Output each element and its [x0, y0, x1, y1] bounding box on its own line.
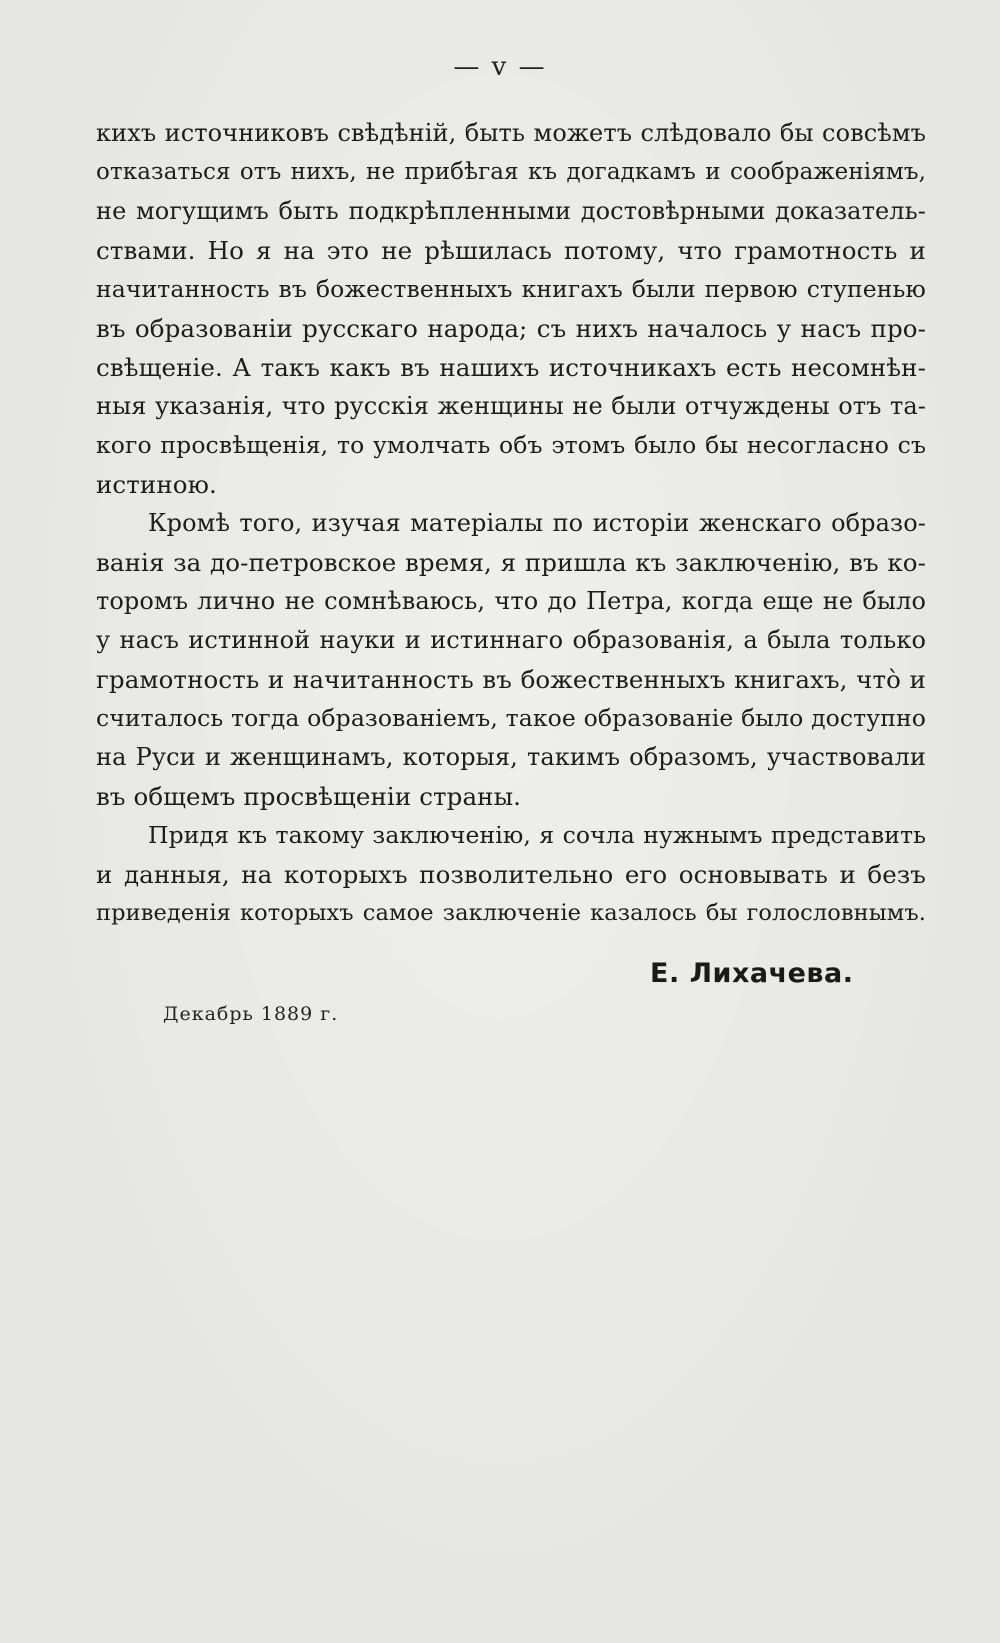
text-line: свѣщеніе. А такъ какъ въ нашихъ источникахъ есть несомнѣн-	[96, 353, 926, 382]
text-line: считалось тогда образованіемъ, такое образованіе было доступно	[96, 704, 926, 732]
text-line: на Руси и женщинамъ, которыя, такимъ образомъ, участвовали	[96, 743, 926, 771]
page-number: — v —	[453, 52, 547, 82]
date-line: Декабрь 1889 г.	[163, 1003, 339, 1025]
text-line: ванія за до-петровское время, я пришла къ заключенію, въ ко-	[96, 548, 926, 577]
paragraph-2	[96, 504, 926, 816]
text-line: не могущимъ быть подкрѣпленными достовѣрными доказатель-	[96, 197, 926, 225]
text-line: ныя указанія, что русскія женщины не были отчуждены отъ та-	[96, 392, 926, 420]
text-line: начитанность въ божественныхъ книгахъ были первою ступенью	[96, 275, 926, 303]
text-line: кихъ источниковъ свѣдѣній, быть можетъ слѣдовало бы совсѣмъ	[96, 119, 926, 147]
text-line: кого просвѣщенія, то умолчать объ этомъ было бы несогласно съ	[96, 431, 926, 459]
author-signature: Е. Лихачева.	[650, 958, 854, 989]
paragraph-3	[96, 816, 926, 933]
paragraph-1	[96, 114, 926, 504]
text-line: у насъ истинной науки и истиннаго образованія, а была только	[96, 626, 926, 654]
text-line: отказаться отъ нихъ, не прибѣгая къ догадкамъ и соображеніямъ,	[96, 159, 926, 185]
text-line: истиною.	[96, 470, 217, 499]
text-line: въ общемъ просвѣщеніи страны.	[96, 782, 522, 811]
text-line: торомъ лично не сомнѣваюсь, что до Петра, когда еще не было	[96, 587, 926, 615]
text-line: въ образованіи русскаго народа; съ нихъ началось у насъ про-	[96, 314, 926, 343]
text-line: ствами. Но я на это не рѣшилась потому, что грамотность и	[96, 236, 926, 265]
text-line: грамотность и начитанность въ божественныхъ книгахъ, что̀ и	[96, 665, 926, 694]
text-line: и данныя, на которыхъ позволительно его основывать и безъ	[96, 860, 926, 889]
text-line: Кромѣ того, изучая матеріалы по исторіи женскаго образо-	[148, 509, 926, 537]
text-line: приведенія которыхъ самое заключеніе казалось бы голословнымъ.	[96, 900, 926, 926]
body-text	[96, 114, 926, 933]
text-line: Придя къ такому заключенію, я сочла нужнымъ представить	[148, 821, 926, 849]
